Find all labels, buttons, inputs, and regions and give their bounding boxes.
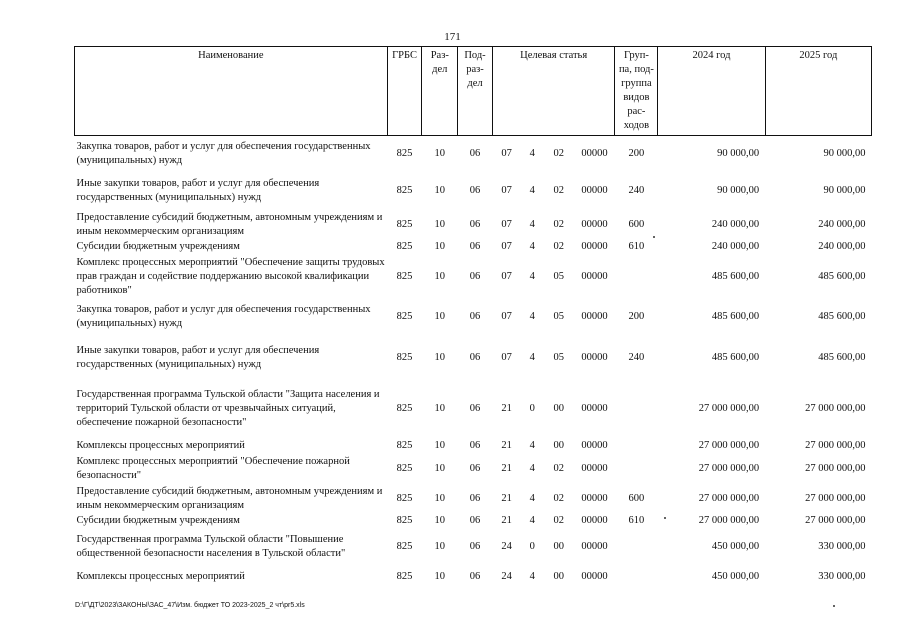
row-target-type: 4 [529, 515, 535, 526]
row-name: Закупка товаров, работ и услуг для обеспечения государственных (муниципальных) нужд [76, 304, 371, 329]
scan-speck [833, 605, 835, 607]
row-amount-2025: 240 000,00 [818, 241, 866, 252]
row-target-complex: 05 [553, 351, 565, 363]
row-razdel: 10 [434, 515, 446, 526]
row-target-type: 4 [529, 351, 535, 363]
row-razdel: 10 [434, 185, 446, 196]
row-target-complex: 02 [553, 185, 565, 196]
row-target-type: 4 [529, 462, 535, 474]
table-row [75, 240, 872, 255]
table-row [75, 136, 872, 173]
header-target-article: Целевая статья [492, 47, 615, 136]
row-name: Государственная программа Тульской области "Повышение общественной безопасности населения в Тульской области" [76, 534, 346, 559]
row-razdel: 10 [434, 570, 446, 582]
row-grbs: 825 [396, 185, 413, 196]
row-razdel: 10 [434, 148, 446, 160]
row-amount-2025: 330 000,00 [818, 541, 866, 552]
row-amount-2024: 90 000,00 [717, 185, 760, 196]
row-amount-2025: 485 600,00 [818, 270, 866, 282]
row-target-program: 21 [501, 515, 512, 526]
row-amount-2024: 485 600,00 [711, 311, 760, 322]
row-podrazdel: 06 [469, 185, 481, 196]
row-target-program: 07 [501, 185, 512, 196]
row-grbs: 825 [396, 403, 413, 414]
row-amount-2024: 450 000,00 [711, 570, 760, 582]
row-podrazdel: 06 [469, 311, 481, 322]
row-target-program: 07 [501, 270, 512, 282]
budget-table [74, 46, 872, 588]
row-amount-2025: 240 000,00 [818, 218, 866, 230]
row-target-direction: 00000 [581, 218, 608, 230]
table-body [75, 136, 872, 588]
row-podrazdel: 06 [469, 148, 481, 160]
row-amount-2025: 90 000,00 [823, 148, 866, 160]
table-row [75, 336, 872, 380]
row-razdel: 10 [434, 492, 446, 504]
row-razdel: 10 [434, 440, 446, 451]
row-target-type: 0 [529, 403, 535, 414]
row-razdel: 10 [434, 541, 446, 552]
row-amount-2024: 240 000,00 [711, 218, 760, 230]
row-name: Предоставление субсидий бюджетным, автономным учреждениям и иным некоммерческим организациям [76, 211, 383, 237]
row-grbs: 825 [396, 270, 413, 282]
table-row [75, 255, 872, 299]
table-row [75, 484, 872, 514]
row-razdel: 10 [434, 241, 446, 252]
row-expense-group [615, 454, 658, 484]
row-target-program: 07 [501, 311, 512, 322]
row-target-type: 4 [529, 440, 535, 451]
row-amount-2024: 27 000 000,00 [698, 515, 760, 526]
row-podrazdel: 06 [469, 241, 481, 252]
row-amount-2024: 27 000 000,00 [698, 462, 760, 474]
row-target-direction: 00000 [581, 570, 608, 582]
row-target-type: 4 [529, 241, 535, 252]
header-expense-group: Груп- па, под- группа видов рас- ходов [615, 47, 658, 136]
row-target-type: 0 [529, 541, 535, 552]
row-amount-2025: 27 000 000,00 [805, 515, 866, 526]
row-amount-2024: 450 000,00 [711, 541, 760, 552]
row-target-direction: 00000 [581, 241, 608, 252]
row-name: Субсидии бюджетным учреждениям [76, 241, 240, 252]
row-grbs: 825 [396, 492, 413, 504]
row-expense-group: 600 [628, 218, 645, 230]
row-target-program: 21 [501, 492, 512, 504]
row-amount-2025: 27 000 000,00 [805, 492, 866, 504]
row-name: Государственная программа Тульской области "Защита населения и территорий Тульской области от чрезвычайных ситуаций, обеспечение пожарной безопасности" [76, 389, 380, 428]
row-target-direction: 00000 [581, 515, 608, 526]
row-expense-group: 200 [628, 311, 645, 322]
row-target-direction: 00000 [581, 351, 608, 363]
row-podrazdel: 06 [469, 462, 481, 474]
row-target-program: 24 [501, 541, 512, 552]
row-amount-2025: 330 000,00 [818, 570, 866, 582]
row-target-type: 4 [529, 148, 535, 160]
row-target-type: 4 [529, 270, 535, 282]
row-target-program: 21 [501, 440, 512, 451]
row-target-type: 4 [529, 185, 535, 196]
row-expense-group: 200 [628, 148, 645, 160]
header-grbs: ГРБС [387, 47, 422, 136]
table-row [75, 529, 872, 566]
header-name: Наименование [75, 47, 388, 136]
row-grbs: 825 [396, 462, 413, 474]
row-target-complex: 00 [553, 403, 565, 414]
row-target-complex: 02 [553, 148, 565, 160]
row-expense-group [615, 566, 658, 588]
header-razdel: Раз- дел [422, 47, 458, 136]
row-podrazdel: 06 [469, 403, 481, 414]
row-amount-2024: 485 600,00 [711, 351, 760, 363]
table-row [75, 299, 872, 336]
table-row [75, 454, 872, 484]
row-target-direction: 00000 [581, 311, 608, 322]
row-expense-group [615, 439, 658, 454]
row-name: Иные закупки товаров, работ и услуг для обеспечения государственных (муниципальных) нужд [76, 344, 320, 370]
row-target-direction: 00000 [581, 148, 608, 160]
row-target-program: 07 [501, 218, 512, 230]
row-name: Субсидии бюджетным учреждениям [76, 515, 240, 526]
row-target-complex: 00 [553, 570, 565, 582]
table-row [75, 173, 872, 210]
row-name: Комплексы процессных мероприятий [76, 440, 245, 451]
row-target-direction: 00000 [581, 492, 608, 504]
row-target-complex: 02 [553, 515, 565, 526]
row-target-complex: 00 [553, 541, 565, 552]
row-amount-2025: 27 000 000,00 [805, 403, 866, 414]
row-amount-2025: 485 600,00 [818, 311, 866, 322]
row-razdel: 10 [434, 311, 446, 322]
row-target-program: 21 [501, 403, 512, 414]
row-target-program: 07 [501, 148, 512, 160]
row-target-type: 4 [529, 570, 535, 582]
row-expense-group: 240 [628, 351, 645, 363]
row-target-program: 07 [501, 351, 512, 363]
row-podrazdel: 06 [469, 270, 481, 282]
row-amount-2024: 485 600,00 [711, 270, 760, 282]
row-amount-2024: 240 000,00 [711, 241, 760, 252]
row-target-type: 4 [529, 492, 535, 504]
row-razdel: 10 [434, 462, 446, 474]
row-podrazdel: 06 [469, 541, 481, 552]
row-target-complex: 02 [553, 218, 565, 230]
row-target-program: 07 [501, 241, 512, 252]
row-name: Иные закупки товаров, работ и услуг для обеспечения государственных (муниципальных) нужд [76, 178, 320, 203]
row-grbs: 825 [396, 148, 413, 160]
row-expense-group [615, 380, 658, 439]
row-amount-2024: 27 000 000,00 [698, 440, 760, 451]
row-target-complex: 02 [553, 492, 565, 504]
row-grbs: 825 [396, 541, 413, 552]
row-expense-group: 610 [628, 241, 645, 252]
scan-speck [653, 236, 655, 238]
table-row [75, 514, 872, 529]
row-grbs: 825 [396, 241, 413, 252]
table-row [75, 566, 872, 588]
row-target-type: 4 [529, 311, 535, 322]
row-target-program: 21 [501, 462, 512, 474]
row-target-direction: 00000 [581, 462, 608, 474]
row-target-direction: 00000 [581, 440, 608, 451]
scan-speck [664, 517, 666, 519]
row-grbs: 825 [396, 440, 413, 451]
row-amount-2025: 90 000,00 [823, 185, 866, 196]
row-grbs: 825 [396, 218, 413, 230]
row-grbs: 825 [396, 351, 413, 363]
file-path-footer: D:\Г\ДТ\2023\ЗАКОНЫ\ЗАС_47\Изм. бюджет ТО 2023-2025_2 чт\pr5.xls [75, 602, 305, 609]
row-target-complex: 02 [553, 241, 565, 252]
row-target-program: 24 [501, 570, 512, 582]
row-name: Комплекс процессных мероприятий "Обеспечение пожарной безопасности" [76, 455, 350, 481]
row-target-direction: 00000 [581, 270, 608, 282]
row-expense-group [615, 255, 658, 299]
row-podrazdel: 06 [469, 492, 481, 504]
row-target-complex: 05 [553, 270, 565, 282]
row-amount-2025: 27 000 000,00 [805, 440, 866, 451]
row-amount-2024: 27 000 000,00 [698, 492, 760, 504]
row-target-direction: 00000 [581, 403, 608, 414]
row-target-type: 4 [529, 218, 535, 230]
row-podrazdel: 06 [469, 218, 481, 230]
row-name: Закупка товаров, работ и услуг для обеспечения государственных (муниципальных) нужд [76, 141, 371, 167]
row-expense-group: 600 [628, 492, 645, 504]
row-amount-2024: 90 000,00 [717, 148, 760, 160]
row-grbs: 825 [396, 570, 413, 582]
row-name: Комплексы процессных мероприятий [76, 570, 245, 582]
row-amount-2025: 27 000 000,00 [805, 462, 866, 474]
row-expense-group: 240 [628, 185, 645, 196]
row-podrazdel: 06 [469, 515, 481, 526]
row-name: Комплекс процессных мероприятий "Обеспечение защиты трудовых прав граждан и содействие поддержанию высокой квалификации работников" [76, 256, 385, 296]
table-header [75, 47, 872, 136]
row-amount-2024: 27 000 000,00 [698, 403, 760, 414]
header-podrazdel: Под- раз- дел [458, 47, 493, 136]
row-target-complex: 02 [553, 462, 565, 474]
row-name: Предоставление субсидий бюджетным, автономным учреждениям и иным некоммерческим организациям [76, 485, 383, 511]
row-podrazdel: 06 [469, 570, 481, 582]
header-year-2024: 2024 год [658, 47, 765, 136]
page-number: 171 [444, 31, 461, 43]
row-grbs: 825 [396, 311, 413, 322]
row-target-complex: 00 [553, 440, 565, 451]
row-razdel: 10 [434, 218, 446, 230]
row-target-direction: 00000 [581, 185, 608, 196]
row-expense-group [615, 529, 658, 566]
row-razdel: 10 [434, 351, 446, 363]
row-razdel: 10 [434, 403, 446, 414]
table-row [75, 210, 872, 240]
row-target-complex: 05 [553, 311, 565, 322]
row-amount-2025: 485 600,00 [818, 351, 866, 363]
header-year-2025: 2025 год [765, 47, 871, 136]
table-row [75, 380, 872, 439]
row-razdel: 10 [434, 270, 446, 282]
row-expense-group: 610 [628, 515, 645, 526]
row-podrazdel: 06 [469, 440, 481, 451]
table-row [75, 439, 872, 454]
row-podrazdel: 06 [469, 351, 481, 363]
row-target-direction: 00000 [581, 541, 608, 552]
row-grbs: 825 [396, 515, 413, 526]
